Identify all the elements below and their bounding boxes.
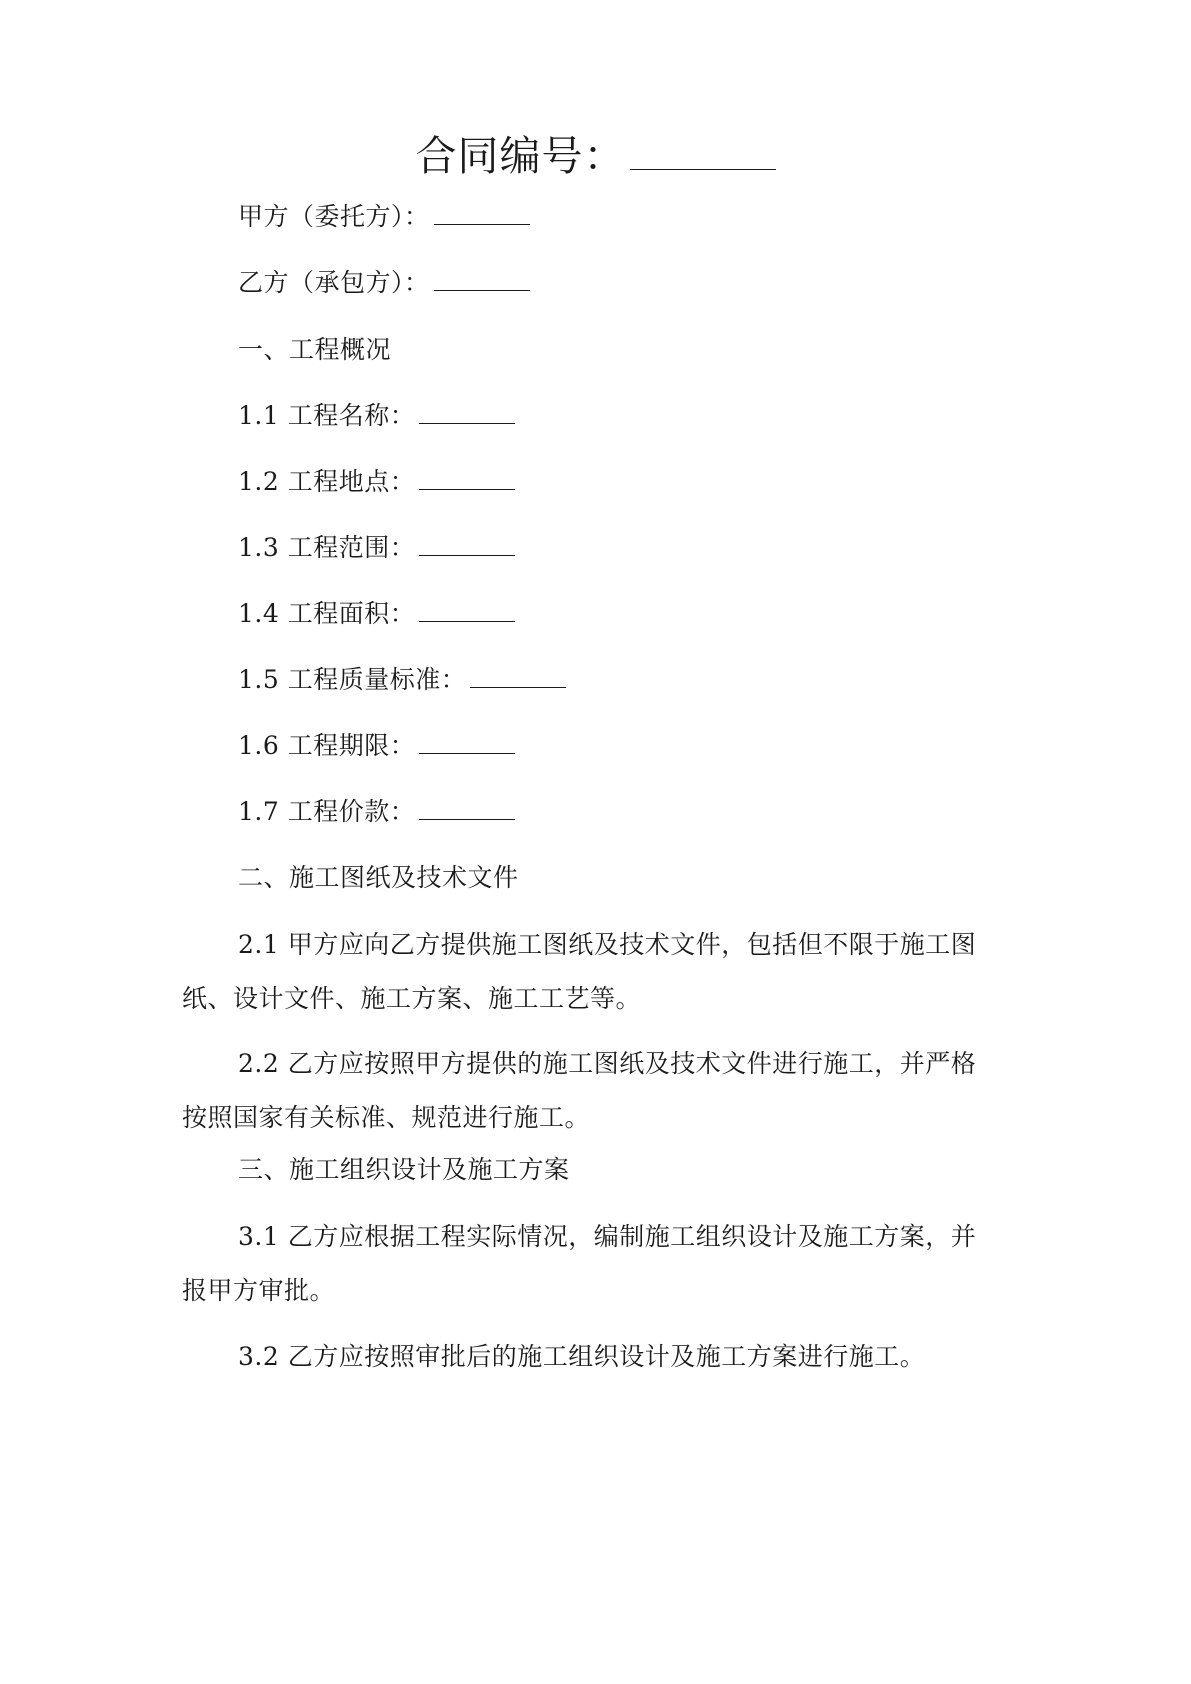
clause-2-1: 2.1 甲方应向乙方提供施工图纸及技术文件，包括但不限于施工图纸、设计文件、施工方案、施工工艺等。 (182, 930, 977, 1013)
item-label: 1.3 工程范围： (238, 533, 416, 562)
party-b-blank (434, 289, 530, 291)
item-1-2 (238, 465, 515, 499)
item-1-3 (238, 531, 515, 565)
item-1-5 (238, 663, 566, 697)
section-heading-1: 一、工程概况 (238, 335, 392, 364)
item-blank (419, 488, 515, 490)
party-a-blank (434, 223, 530, 225)
party-b-label: 乙方（承包方）： (238, 268, 430, 297)
item-label: 1.7 工程价款： (238, 797, 416, 826)
item-blank (419, 620, 515, 622)
party-a-label: 甲方（委托方）： (238, 202, 430, 231)
item-label: 1.6 工程期限： (238, 731, 416, 760)
item-blank (419, 554, 515, 556)
party-b-line (238, 266, 530, 300)
item-label: 1.4 工程面积： (238, 599, 416, 628)
clause-3-1: 3.1 乙方应根据工程实际情况，编制施工组织设计及施工方案，并报甲方审批。 (182, 1222, 977, 1305)
section-heading-3: 三、施工组织设计及施工方案 (238, 1155, 570, 1184)
clause-3-2: 3.2 乙方应按照审批后的施工组织设计及施工方案进行施工。 (238, 1342, 926, 1371)
item-label: 1.5 工程质量标准： (238, 665, 467, 694)
title-text: 合同编号： (415, 132, 626, 180)
section-heading-2: 二、施工图纸及技术文件 (238, 863, 519, 892)
item-blank (419, 422, 515, 424)
item-1-6 (238, 729, 515, 763)
item-label: 1.2 工程地点： (238, 467, 416, 496)
item-blank (470, 686, 566, 688)
contract-number-title (0, 128, 1191, 184)
item-1-1 (238, 399, 515, 433)
party-a-line (238, 200, 530, 234)
item-1-7 (238, 795, 515, 829)
contract-number-blank (630, 168, 776, 170)
item-1-4 (238, 597, 515, 631)
item-blank (419, 818, 515, 820)
item-label: 1.1 工程名称： (238, 401, 416, 430)
clause-2-2: 2.2 乙方应按照甲方提供的施工图纸及技术文件进行施工，并严格按照国家有关标准、规范进行施工。 (182, 1049, 977, 1132)
item-blank (419, 752, 515, 754)
